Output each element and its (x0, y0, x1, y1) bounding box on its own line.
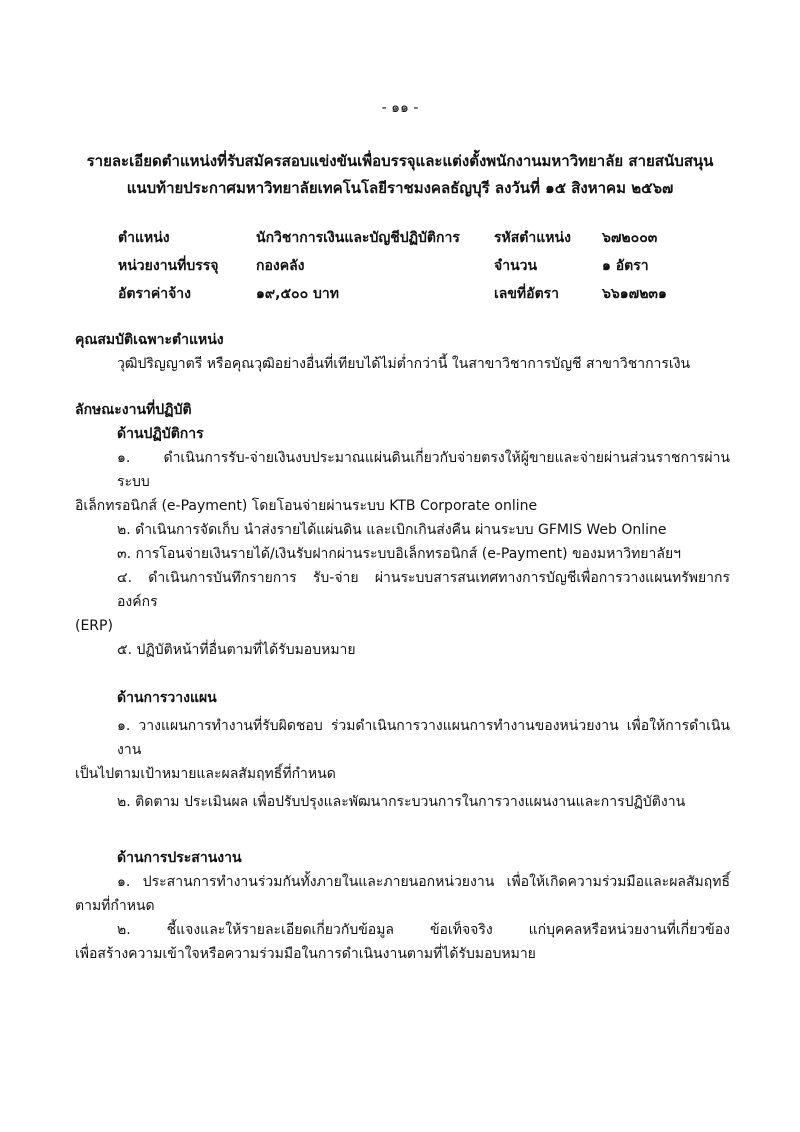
info-label: จำนวน (494, 258, 538, 274)
planning-item-2: ๒. ติดตาม ประเมินผล เพื่อปรับปรุงและพัฒนากระบวนการในการวางแผนงานและการปฏิบัติงาน (117, 794, 686, 810)
info-value: ๖๖๑๗๒๓๑ (602, 286, 667, 302)
info-value: นักวิชาการเงินและบัญชีปฏิบัติการ (256, 230, 460, 246)
operations-item-1: ๑. ดำเนินการรับ-จ่ายเงินงบประมาณแผ่นดินเกี่ยวกับจ่ายตรงให้ผู้ขายและจ่ายผ่านส่วนราชการผ่านระบบ (117, 450, 730, 490)
coordination-item-2: ๒. ชี้แจงและให้รายละเอียดเกี่ยวกับข้อมูล ข้อเท็จจริง แก่บุคคลหรือหน่วยงานที่เกี่ยวข้อง (117, 922, 730, 938)
document-page (75, 96, 730, 966)
info-value: ๑ อัตรา (602, 258, 649, 274)
document-title-line1: รายละเอียดตำแหน่งที่รับสมัครสอบแข่งขันเพื่อบรรจุและแต่งตั้งพนักงานมหาวิทยาลัย สายสนับสนุน (86, 152, 714, 170)
qualification-text: วุฒิปริญญาตรี หรือคุณวุฒิอย่างอื่นที่เทียบได้ไม่ต่ำกว่านี้ ในสาขาวิชาการบัญชี สาขาวิชาการเงิน (117, 356, 691, 372)
coordination-item-1: ๑. ประสานการทำงานร่วมกันทั้งภายในและภายนอกหน่วยงาน เพื่อให้เกิดความร่วมมือและผลสัมฤทธิ์ (117, 874, 730, 890)
coordination-item-2-cont: เพื่อสร้างความเข้าใจหรือความร่วมมือในการดำเนินงานตามที่ได้รับมอบหมาย (75, 946, 536, 962)
duties-heading: ลักษณะงานที่ปฏิบัติ (75, 402, 192, 418)
operations-item-2: ๒. ดำเนินการจัดเก็บ นำส่งรายได้แผ่นดิน และเบิกเกินส่งคืน ผ่านระบบ GFMIS Web Online (117, 522, 667, 538)
operations-item-4-cont: (ERP) (75, 618, 113, 634)
planning-item-1-cont: เป็นไปตามเป้าหมายและผลสัมฤทธิ์ที่กำหนด (75, 766, 336, 782)
info-label: รหัสตำแหน่ง (494, 230, 571, 246)
info-label: ตำแหน่ง (118, 230, 170, 246)
planning-heading: ด้านการวางแผน (117, 690, 217, 706)
position-info-table (118, 226, 730, 306)
operations-item-1-cont: อิเล็กทรอนิกส์ (e-Payment) โดยโอนจ่ายผ่านระบบ KTB Corporate online (75, 498, 538, 514)
info-value: กองคลัง (256, 258, 305, 274)
page-number: - ๑๑ - (381, 100, 419, 116)
document-title-line2: แนบท้ายประกาศมหาวิทยาลัยเทคโนโลยีราชมงคลธัญบุรี ลงวันที่ ๑๕ สิงหาคม ๒๕๖๗ (126, 179, 674, 197)
operations-item-4: ๔. ดำเนินการบันทึกรายการ รับ-จ่าย ผ่านระบบสารสนเทศทางการบัญชีเพื่อการวางแผนทรัพยากรองค์กร (117, 570, 730, 610)
info-label: อัตราค่าจ้าง (118, 286, 192, 302)
operations-item-5: ๕. ปฏิบัติหน้าที่อื่นตามที่ได้รับมอบหมาย (117, 642, 356, 658)
coordination-heading: ด้านการประสานงาน (117, 850, 242, 866)
info-label: หน่วยงานที่บรรจุ (118, 258, 219, 274)
qualification-heading: คุณสมบัติเฉพาะตำแหน่ง (75, 332, 224, 348)
info-label: เลขที่อัตรา (494, 286, 560, 302)
coordination-item-1-cont: ตามที่กำหนด (75, 898, 155, 914)
operations-heading: ด้านปฏิบัติการ (117, 426, 204, 442)
operations-item-3: ๓. การโอนจ่ายเงินรายได้/เงินรับฝากผ่านระบบอิเล็กทรอนิกส์ (e-Payment) ของมหาวิทยาลัยฯ (117, 546, 682, 562)
info-value: ๖๗๒๐๐๓ (602, 230, 658, 246)
info-value: ๑๙,๕๐๐ บาท (256, 286, 339, 302)
planning-item-1: ๑. วางแผนการทำงานที่รับผิดชอบ ร่วมดำเนินการวางแผนการทำงานของหน่วยงาน เพื่อให้การดำเนินงาน (117, 718, 730, 758)
